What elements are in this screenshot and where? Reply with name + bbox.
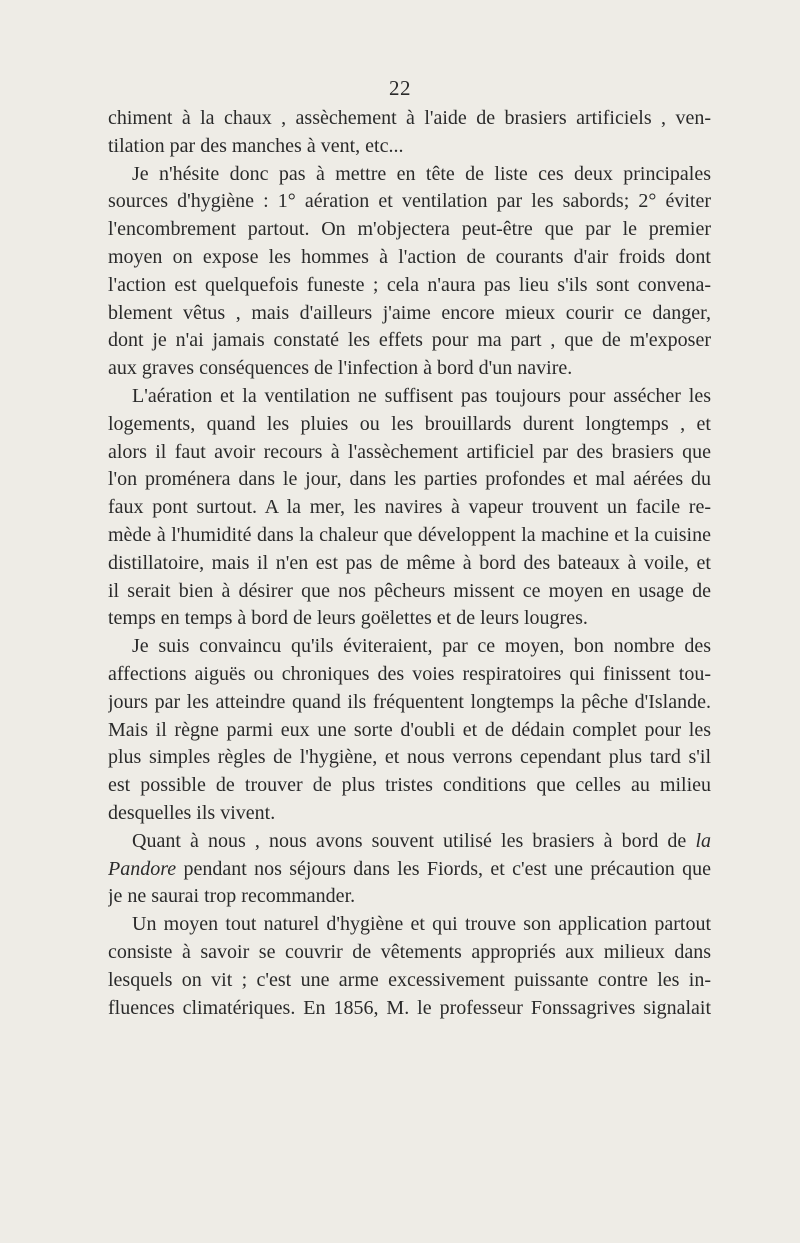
line-text: Je suis convaincu qu'ils éviteraient, par ce moyen, bon nombre des	[132, 635, 711, 658]
text-line	[108, 772, 711, 800]
line-text: tilation par des manches à vent, etc...	[108, 134, 404, 157]
line-text: Mais il règne parmi eux une sorte d'oubli et de dédain complet pour les	[108, 718, 711, 741]
line-text: je ne saurai trop recommander.	[108, 885, 356, 908]
text-line	[108, 327, 711, 355]
line-text: logements, quand les pluies ou les brouillards durent longtemps , et	[108, 412, 711, 435]
text-line	[108, 717, 711, 745]
italic-text: la	[695, 829, 711, 852]
line-text: Quant à nous , nous avons souvent utilisé les brasiers à bord de	[132, 829, 696, 852]
line-text: sources d'hygiène : 1° aération et ventilation par les sabords; 2° éviter	[108, 190, 711, 213]
text-line	[108, 883, 711, 911]
text-line	[108, 244, 711, 272]
line-text: Je n'hésite donc pas à mettre en tête de liste ces deux principales	[132, 162, 711, 185]
text-line	[108, 744, 711, 772]
text-line	[108, 578, 711, 606]
line-text: moyen on expose les hommes à l'action de courants d'air froids dont	[108, 245, 711, 268]
text-line	[108, 355, 711, 383]
text-line	[108, 188, 711, 216]
line-text: consiste à savoir se couvrir de vêtements appropriés aux milieux dans	[108, 940, 711, 963]
line-text: l'on proménera dans le jour, dans les parties profondes et mal aérées du	[108, 468, 711, 491]
line-text: pendant nos séjours dans les Fiords, et c'est une précaution que	[176, 857, 711, 880]
text-line	[108, 605, 711, 633]
text-line	[108, 856, 711, 884]
line-text: affections aiguës ou chroniques des voies respiratoires qui finissent tou-	[108, 662, 711, 685]
line-text: chiment à la chaux , assèchement à l'aide de brasiers artificiels , ven-	[108, 107, 711, 129]
text-line	[108, 383, 711, 411]
line-text: aux graves conséquences de l'infection à bord d'un navire.	[108, 357, 573, 380]
text-line	[108, 661, 711, 689]
text-line	[108, 522, 711, 550]
text-line	[108, 466, 711, 494]
line-text: plus simples règles de l'hygiène, et nous verrons cependant plus tard s'il	[108, 746, 711, 769]
line-text: Un moyen tout naturel d'hygiène et qui trouve son application partout	[132, 913, 711, 936]
text-line	[108, 911, 711, 939]
line-text: temps en temps à bord de leurs goëlettes et de leurs lougres.	[108, 607, 588, 630]
italic-text: Pandore	[108, 857, 177, 880]
line-text: l'action est quelquefois funeste ; cela n'aura pas lieu s'ils sont convena-	[108, 273, 711, 296]
text-line	[108, 967, 711, 995]
text-line	[108, 800, 711, 828]
line-text: desquelles ils vivent.	[108, 801, 276, 824]
text-line	[108, 411, 711, 439]
text-line	[108, 161, 711, 189]
text-line	[108, 133, 711, 161]
line-text: il serait bien à désirer que nos pêcheurs missent ce moyen en usage de	[108, 579, 711, 602]
text-line	[108, 439, 711, 467]
text-line	[108, 633, 711, 661]
text-line	[108, 828, 711, 856]
text-line	[108, 689, 711, 717]
text-line	[108, 272, 711, 300]
text-line	[108, 216, 711, 244]
text-line	[108, 550, 711, 578]
text-line	[108, 939, 711, 967]
line-text: lesquels on vit ; c'est une arme excessivement puissante contre les in-	[108, 968, 711, 991]
line-text: l'encombrement partout. On m'objectera peut-être que par le premier	[108, 218, 711, 241]
line-text: mède à l'humidité dans la chaleur que développent la machine et la cuisine	[108, 523, 711, 546]
body-text	[108, 105, 711, 1022]
line-text: L'aération et la ventilation ne suffisent pas toujours pour assécher les	[132, 384, 711, 407]
line-text: fluences climatériques. En 1856, M. le professeur Fonssagrives signalait	[108, 996, 711, 1019]
line-text: alors il faut avoir recours à l'assèchement artificiel par des brasiers que	[108, 440, 711, 463]
line-text: blement vêtus , mais d'ailleurs j'aime encore mieux courir ce danger,	[108, 301, 711, 324]
line-text: distillatoire, mais il n'en est pas de même à bord des bateaux à voile, et	[108, 551, 711, 574]
line-text: faux pont surtout. A la mer, les navires à vapeur trouvent un facile re-	[108, 496, 711, 519]
text-line	[108, 300, 711, 328]
text-line	[108, 494, 711, 522]
line-text: est possible de trouver de plus tristes conditions que celles au milieu	[108, 774, 711, 797]
text-line	[108, 995, 711, 1023]
page-number: 22	[389, 76, 411, 100]
line-text: dont je n'ai jamais constaté les effets pour ma part , que de m'exposer	[108, 329, 711, 352]
text-line	[108, 105, 711, 133]
line-text: jours par les atteindre quand ils fréquentent longtemps la pêche d'Islande.	[108, 690, 711, 713]
